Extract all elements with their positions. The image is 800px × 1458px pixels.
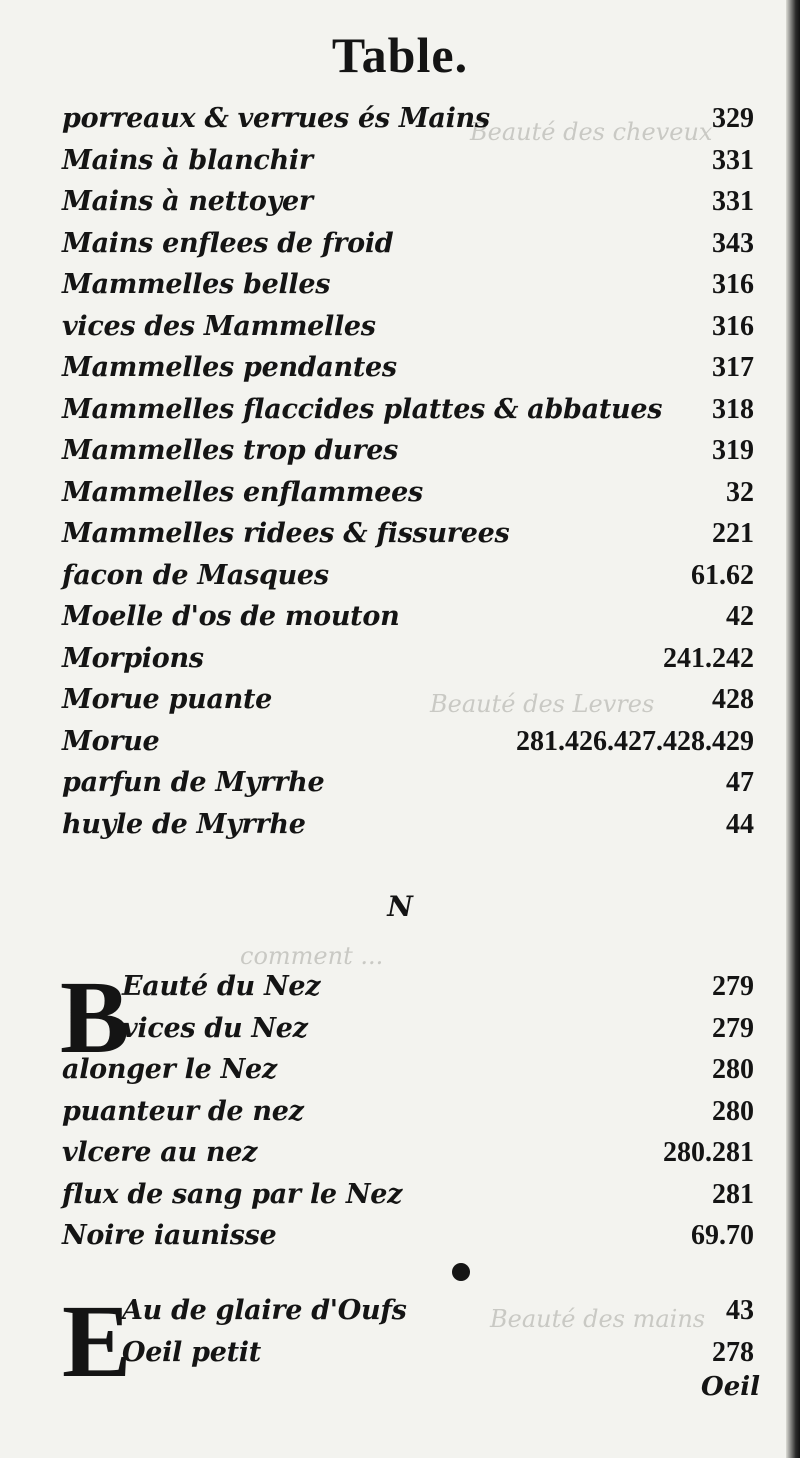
entry-pages: 331 xyxy=(712,144,754,176)
index-entry xyxy=(62,1215,754,1257)
index-section-n xyxy=(60,960,754,1257)
show-through-text: Beauté des Levres xyxy=(430,690,655,718)
entry-pages: 278 xyxy=(712,1336,754,1368)
entry-label: Morue xyxy=(62,725,160,757)
entry-label: parfun de Myrrhe xyxy=(62,767,325,798)
show-through-text: Beauté des cheveux xyxy=(470,118,713,146)
entry-pages: 281.426.427.428.429 xyxy=(516,725,754,757)
entry-pages: 69.70 xyxy=(691,1220,754,1251)
entry-label: Mains à nettoyer xyxy=(62,186,313,217)
index-entry xyxy=(62,264,754,306)
entry-pages: 32 xyxy=(726,476,754,508)
entry-label: Au de glaire d'Oufs xyxy=(122,1295,407,1326)
index-entry xyxy=(62,223,754,265)
entry-label: Mammelles ridees & fissurees xyxy=(62,518,510,549)
index-section-o xyxy=(62,1290,754,1373)
index-entry xyxy=(62,347,754,389)
entry-label: vlcere au nez xyxy=(62,1137,258,1168)
index-entry xyxy=(62,1290,754,1332)
index-entry xyxy=(62,513,754,555)
entry-label: Mammelles enflammees xyxy=(62,476,423,508)
entry-label: Mammelles belles xyxy=(62,269,331,300)
entry-label: Mains enflees de froid xyxy=(62,227,394,259)
entry-pages: 221 xyxy=(712,518,754,549)
entry-pages: 329 xyxy=(712,103,754,134)
entry-pages: 241.242 xyxy=(663,642,754,674)
entry-label: Oeil petit xyxy=(122,1336,261,1368)
letter-heading: N xyxy=(387,890,413,923)
index-entry xyxy=(62,679,754,721)
entry-label: Eauté du Nez xyxy=(122,971,321,1002)
index-entry xyxy=(62,966,754,1008)
entry-pages: 317 xyxy=(712,352,754,383)
entry-label: puanteur de nez xyxy=(62,1095,304,1127)
index-entry xyxy=(62,181,754,223)
entry-pages: 279 xyxy=(712,1012,754,1044)
entry-pages: 279 xyxy=(712,971,754,1002)
index-entry xyxy=(62,140,754,182)
index-entry xyxy=(62,1091,754,1133)
ink-blot xyxy=(452,1263,470,1281)
show-through-text: Beauté des mains xyxy=(490,1305,706,1333)
entry-label: flux de sang par le Nez xyxy=(62,1178,403,1210)
index-entry xyxy=(62,555,754,597)
index-entry xyxy=(62,472,754,514)
index-entry xyxy=(62,804,754,846)
entry-pages: 428 xyxy=(712,684,754,715)
entry-label: huyle de Myrrhe xyxy=(62,808,306,840)
index-entry xyxy=(62,389,754,431)
entry-pages: 61.62 xyxy=(691,559,754,591)
entry-pages: 316 xyxy=(712,269,754,300)
entry-label: Morpions xyxy=(62,642,204,674)
entry-pages: 319 xyxy=(712,435,754,466)
index-entry xyxy=(62,1049,754,1091)
page-edge-shadow xyxy=(786,0,800,1458)
entry-pages: 281 xyxy=(712,1178,754,1210)
entry-label: Mammelles trop dures xyxy=(62,435,399,466)
entry-label: vices du Nez xyxy=(122,1012,308,1044)
entry-label: Morue puante xyxy=(62,684,273,715)
entry-pages: 280 xyxy=(712,1054,754,1085)
index-entry xyxy=(62,306,754,348)
entry-label: Noire iaunisse xyxy=(62,1220,277,1251)
entry-pages: 318 xyxy=(712,393,754,425)
index-entry xyxy=(62,1174,754,1216)
entry-pages: 316 xyxy=(712,310,754,342)
entry-pages: 47 xyxy=(726,767,754,798)
index-entry xyxy=(62,98,754,140)
entry-pages: 343 xyxy=(712,227,754,259)
catchword: Oeil xyxy=(701,1372,760,1402)
entry-label: Mammelles pendantes xyxy=(62,352,397,383)
index-entry xyxy=(62,721,754,763)
index-section-m xyxy=(62,98,754,845)
entry-pages: 331 xyxy=(712,186,754,217)
entry-pages: 280.281 xyxy=(663,1137,754,1168)
entry-label: vices des Mammelles xyxy=(62,310,376,342)
dropcap-letter: B xyxy=(60,960,130,1075)
index-entry xyxy=(62,1008,754,1050)
entry-label: alonger le Nez xyxy=(62,1054,277,1085)
index-entry xyxy=(62,638,754,680)
entry-label: facon de Masques xyxy=(62,559,329,591)
entry-label: porreaux & verrues és Mains xyxy=(62,103,490,134)
index-entry xyxy=(62,1132,754,1174)
index-entry xyxy=(62,1332,754,1374)
index-entry xyxy=(62,430,754,472)
page-title: Table. xyxy=(331,27,469,83)
entry-pages: 44 xyxy=(726,808,754,840)
index-entry xyxy=(62,762,754,804)
entry-pages: 43 xyxy=(726,1295,754,1326)
entry-label: Moelle d'os de mouton xyxy=(62,601,400,632)
index-entry xyxy=(62,596,754,638)
show-through-text: comment ... xyxy=(240,942,384,970)
dropcap-letter: E xyxy=(62,1284,132,1399)
entry-pages: 42 xyxy=(726,601,754,632)
entry-pages: 280 xyxy=(712,1095,754,1127)
entry-label: Mammelles flaccides plattes & abbatues xyxy=(62,393,663,425)
entry-label: Mains à blanchir xyxy=(62,144,313,176)
